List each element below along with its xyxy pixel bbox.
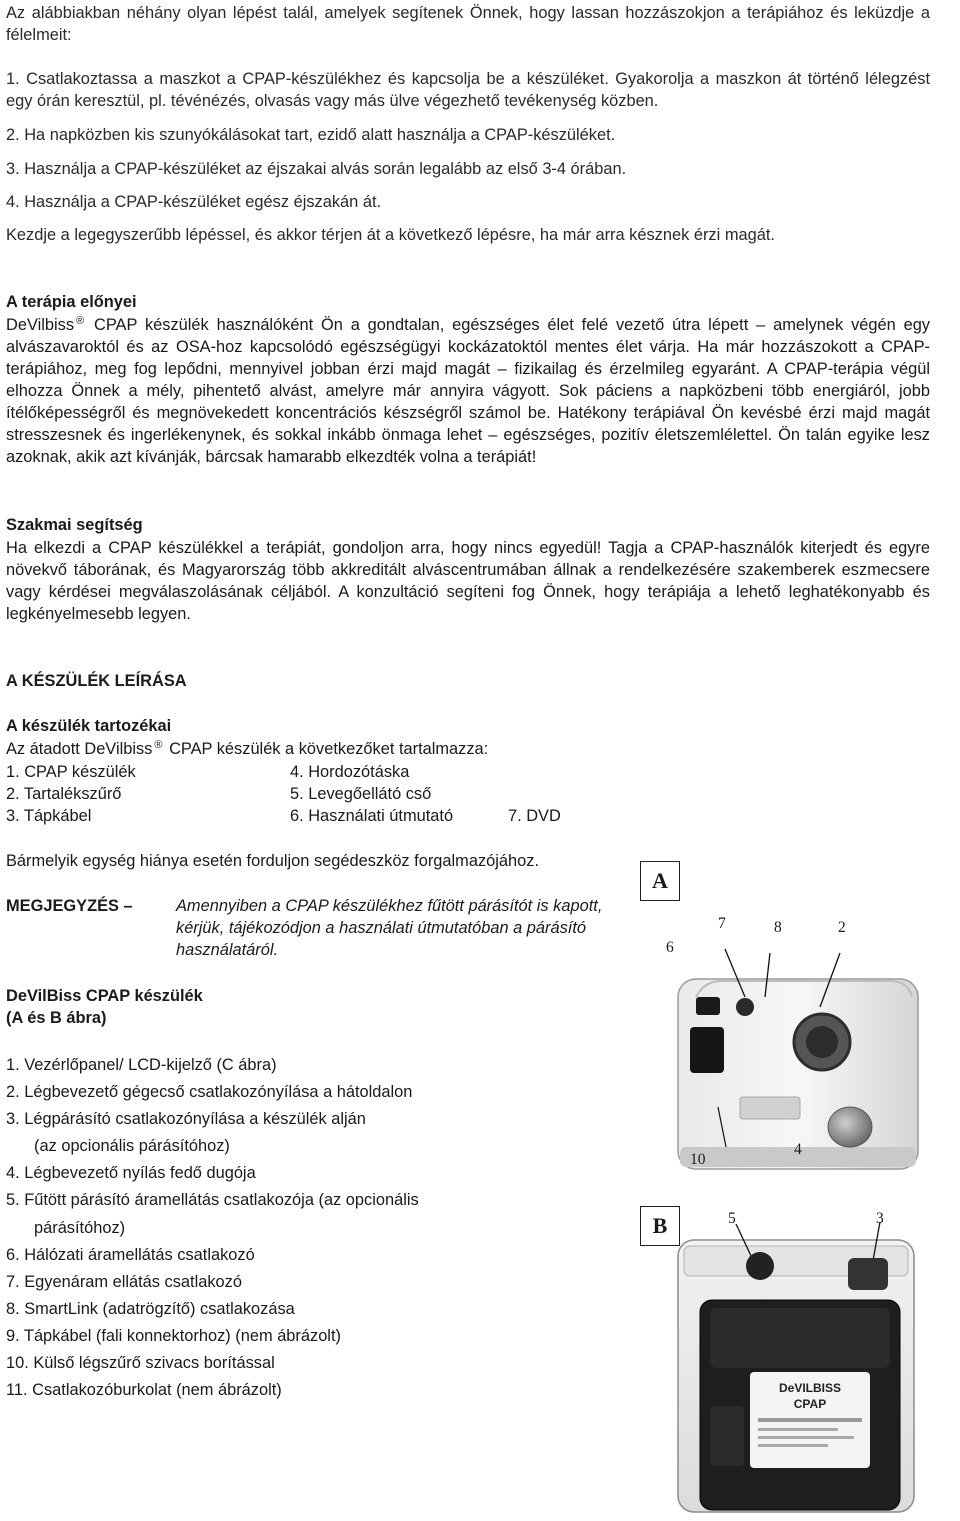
part-item: 2. Légbevezető gégecső csatlakozónyílása a hátoldalon bbox=[6, 1083, 413, 1102]
intro-step-3: 3. Használja a CPAP-készüléket az éjszakai alvás során legalább az első 3-4 órában. bbox=[6, 160, 627, 178]
intro-lead: Az alábbiakban néhány olyan lépést talál, amelyek segítenek Önnek, hogy lassan hozzászokjon a terápiához és leküzdje a félelmeit: bbox=[6, 4, 930, 44]
accessory-item: 2. Tartalékszűrő bbox=[6, 785, 122, 803]
parts-list bbox=[6, 1052, 419, 1404]
intro-step-4: 4. Használja a CPAP-készüléket egész éjszakán át. bbox=[6, 193, 382, 211]
part-item: 8. SmartLink (adatrögzítő) csatlakozása bbox=[6, 1299, 295, 1318]
accessories-lead-a: Az átadott DeVilbiss bbox=[6, 740, 153, 758]
device-heading: A KÉSZÜLÉK LEÍRÁSA bbox=[6, 672, 187, 690]
part-item: 4. Légbevezető nyílás fedő dugója bbox=[6, 1164, 256, 1183]
accessories-col-2 bbox=[290, 761, 453, 827]
note-text: Amennyiben a CPAP készülékhez fűtött párásítót is kapott, kérjük, tájékozódjon a használati útmutatóban a párásító használatáról. bbox=[176, 897, 603, 959]
part-item: 5. Fűtött párásító áramellátás csatlakozója (az opcionális bbox=[6, 1191, 419, 1210]
humidifier-port bbox=[848, 1258, 888, 1290]
cpap-heading-line-1: DeVilBiss CPAP készülék bbox=[6, 987, 203, 1005]
accessory-item: 4. Hordozótáska bbox=[290, 763, 410, 781]
help-heading: Szakmai segítség bbox=[6, 516, 143, 534]
intro-step-1: 1. Csatlakoztassa a maszkot a CPAP-készülékhez és kapcsolja be a készüléket. Gyakorolja a maszkon át történő lélegzést egy órán keresztül, pl. tévénézés, olvasás vagy más ülve végezhető tevékenység közben. bbox=[6, 70, 930, 110]
part-item: 1. Vezérlőpanel/ LCD-kijelző (C ábra) bbox=[6, 1056, 277, 1074]
accessories-col-1 bbox=[6, 761, 136, 827]
accessories-heading: A készülék tartozékai bbox=[6, 717, 172, 735]
figure-label: 10 bbox=[690, 1151, 706, 1168]
accessory-item: 7. DVD bbox=[508, 807, 561, 825]
outlet-cap bbox=[828, 1107, 872, 1147]
accessory-item: 1. CPAP készülék bbox=[6, 763, 136, 781]
figure-a bbox=[640, 857, 934, 1187]
accessory-item: 6. Használati útmutató bbox=[290, 807, 454, 825]
part-item-continued: (az opcionális párásítóhoz) bbox=[34, 1137, 230, 1156]
brand-name: DeVilbiss bbox=[6, 316, 75, 334]
help-body: Ha elkezdi a CPAP készülékkel a terápiát, gondoljon arra, hogy nincs egyedül! Tagja a CPAP-használók kiterjedt és egyre növekvő táborának, és Magyarország több akkreditált alváscentrumában állnak a rendelkezésére szakemberek eszmecsere vagy kérdései megválaszolásának céljából. A konzultáció segíteni fog Önnek, hogy terápiája a lehető leghatékonyabb és legkényelmesebb legyen. bbox=[6, 539, 930, 623]
device-rear-photo bbox=[640, 857, 934, 1187]
benefits-heading: A terápia előnyei bbox=[6, 293, 137, 311]
accessories-lead-b: CPAP készülék a következőket tartalmazza: bbox=[169, 740, 489, 758]
figure-label: 3 bbox=[876, 1210, 884, 1227]
part-item-continued: párásítóhoz) bbox=[34, 1218, 126, 1237]
figure-b bbox=[640, 1196, 934, 1516]
label-brand: DeVILBISS bbox=[778, 1381, 842, 1395]
missing-items-note: Bármelyik egység hiánya esetén forduljon segédeszköz forgalmazójához. bbox=[6, 852, 539, 870]
accessory-item: 5. Levegőellátó cső bbox=[290, 785, 432, 803]
figure-label: 8 bbox=[774, 919, 782, 936]
smartlink-port bbox=[736, 998, 754, 1016]
figure-label: 2 bbox=[838, 919, 846, 936]
dc-port bbox=[696, 997, 720, 1015]
figure-label: 5 bbox=[728, 1210, 736, 1227]
label-model: CPAP bbox=[793, 1397, 827, 1411]
benefits-body: CPAP készülék használóként Ön a gondtalan, egészséges élet felé vezető útra lépett – amelynek végén egy alvászavaroktól és az OSA-hoz kapcsolódó egészségügyi kockázatoktól mentes élet várja. Ha már hozzászokott a CPAP-terápiához, meg fog lepődni, mennyivel jobban érzi majd magát – fizikailag és érzelmileg egyaránt. A CPAP-terápia végül elhozza Önnek a mély, pihentető alvást, amelyre már annyira vágyott. Sok páciens a napközbeni több energiáról, jobb ítélőképességről és megnövekedett koncentrációs készségről számol be. Hatékony terápiával Ön kevésbé érzi majd magát stresszesnek és ingerlékenynek, és sokkal inkább önmaga lehet – egészséges, pozitív életszemlélettel. Ön talán egyike lesz azoknak, akik azt kívánják, bárcsak hamarabb elkezdték volna a terápiát! bbox=[6, 316, 931, 466]
device-bottom-photo bbox=[640, 1196, 934, 1516]
part-item: 6. Hálózati áramellátás csatlakozó bbox=[6, 1245, 255, 1264]
part-item: 7. Egyenáram ellátás csatlakozó bbox=[6, 1272, 242, 1291]
note-label: MEGJEGYZÉS – bbox=[6, 897, 133, 915]
figure-b-letter: B bbox=[640, 1206, 680, 1246]
accessory-item: 3. Tápkábel bbox=[6, 807, 92, 825]
power-connector bbox=[690, 1027, 724, 1073]
benefits-body-paragraph bbox=[6, 314, 930, 468]
humidifier-power-port bbox=[746, 1252, 774, 1280]
cpap-heading-line-2: (A és B ábra) bbox=[6, 1009, 107, 1027]
intro-step-2: 2. Ha napközben kis szunyókálásokat tart, ezidő alatt használja a CPAP-készüléket. bbox=[6, 126, 616, 144]
part-item: 9. Tápkábel (fali konnektorhoz) (nem ábrázolt) bbox=[6, 1326, 341, 1345]
figure-label: 6 bbox=[666, 939, 674, 956]
accessories-col-3 bbox=[508, 805, 561, 827]
figure-label: 4 bbox=[794, 1141, 802, 1158]
registered-mark-2: ® bbox=[154, 738, 163, 751]
accessories-lead bbox=[6, 738, 488, 760]
figure-a-letter: A bbox=[640, 861, 680, 901]
part-item: 11. Csatlakozóburkolat (nem ábrázolt) bbox=[6, 1381, 282, 1400]
intro-closing: Kezdje a legegyszerűbb lépéssel, és akkor térjen át a következő lépésre, ha már arra késznek érzi magát. bbox=[6, 226, 775, 244]
part-item: 3. Légpárásító csatlakozónyílása a készülék alján bbox=[6, 1110, 366, 1129]
registered-mark: ® bbox=[76, 314, 85, 327]
part-item: 10. Külső légszűrő szivacs borítással bbox=[6, 1354, 275, 1373]
figure-label: 7 bbox=[718, 915, 726, 932]
